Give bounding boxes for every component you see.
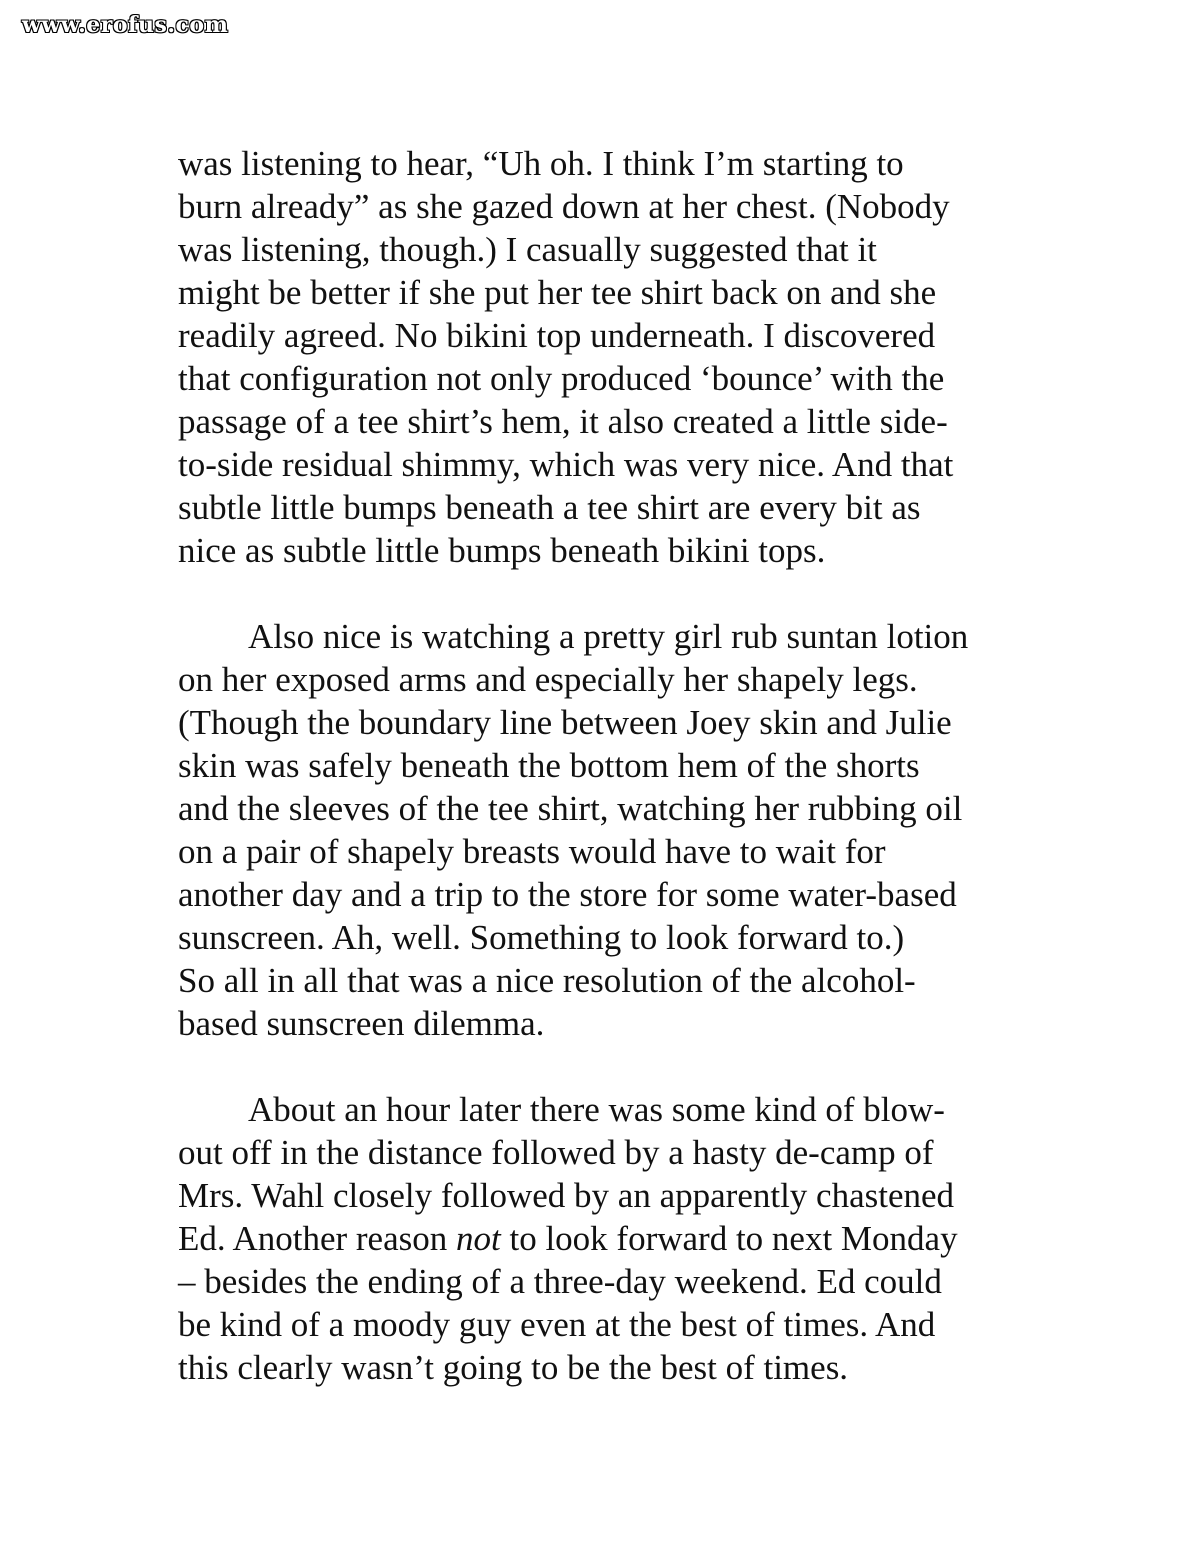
text-segment: be kind of a moody guy even at the best of times. And (178, 1305, 936, 1344)
text-segment: was listening, though.) I casually suggested that it (178, 230, 877, 269)
text-line (178, 830, 1078, 873)
text-segment: might be better if she put her tee shirt back on and she (178, 273, 937, 312)
text-line (178, 357, 1078, 400)
text-line (178, 400, 1078, 443)
text-segment: this clearly wasn’t going to be the best of times. (178, 1348, 849, 1387)
text-line (178, 916, 1078, 959)
text-line (178, 1174, 1078, 1217)
text-segment: About an hour later there was some kind of blow- (248, 1090, 945, 1129)
text-segment: to look forward to next Monday (500, 1219, 958, 1258)
text-segment: and the sleeves of the tee shirt, watching her rubbing oil (178, 789, 963, 828)
text-line (178, 185, 1078, 228)
text-segment: out off in the distance followed by a hasty de-camp of (178, 1133, 934, 1172)
text-segment: Also nice is watching a pretty girl rub suntan lotion (248, 617, 969, 656)
text-segment: on a pair of shapely breasts would have to wait for (178, 832, 886, 871)
text-line (178, 744, 1078, 787)
text-segment: on her exposed arms and especially her shapely legs. (178, 660, 918, 699)
text-segment: to-side residual shimmy, which was very nice. And that (178, 445, 954, 484)
text-segment: another day and a trip to the store for some water-based (178, 875, 957, 914)
text-segment: (Though the boundary line between Joey skin and Julie (178, 703, 952, 742)
text-line (178, 1002, 1078, 1045)
text-line (178, 787, 1078, 830)
text-line (178, 443, 1078, 486)
site-watermark: www.erofus.com (22, 12, 229, 38)
text-segment: nice as subtle little bumps beneath bikini tops. (178, 531, 826, 570)
text-segment: readily agreed. No bikini top underneath. I discovered (178, 316, 936, 355)
text-line (178, 1260, 1078, 1303)
text-segment: So all in all that was a nice resolution of the alcohol- (178, 961, 916, 1000)
text-line (178, 1088, 1078, 1131)
paragraph-3 (178, 1088, 1078, 1389)
paragraph-2 (178, 615, 1078, 1045)
text-segment: burn already” as she gazed down at her chest. (Nobody (178, 187, 950, 226)
text-segment: Ed. Another reason (178, 1219, 456, 1258)
text-line (178, 1346, 1078, 1389)
text-segment: subtle little bumps beneath a tee shirt are every bit as (178, 488, 921, 527)
text-segment: passage of a tee shirt’s hem, it also created a little side- (178, 402, 948, 441)
text-line (178, 615, 1078, 658)
text-line (178, 701, 1078, 744)
text-segment: that configuration not only produced ‘bounce’ with the (178, 359, 945, 398)
text-line (178, 529, 1078, 572)
text-line (178, 271, 1078, 314)
italic-emphasis: not (455, 1219, 501, 1258)
text-line (178, 873, 1078, 916)
text-line (178, 1303, 1078, 1346)
text-segment: Mrs. Wahl closely followed by an apparently chastened (178, 1176, 955, 1215)
document-page (178, 142, 1078, 1389)
text-line (178, 658, 1078, 701)
text-line (178, 314, 1078, 357)
text-segment: skin was safely beneath the bottom hem of the shorts (178, 746, 920, 785)
text-line (178, 486, 1078, 529)
text-line (178, 1217, 1078, 1260)
text-line (178, 959, 1078, 1002)
text-segment: was listening to hear, “Uh oh. I think I’m starting to (178, 144, 904, 183)
text-segment: sunscreen. Ah, well. Something to look forward to.) (178, 918, 905, 957)
text-segment: based sunscreen dilemma. (178, 1004, 545, 1043)
text-line (178, 142, 1078, 185)
text-segment: – besides the ending of a three-day weekend. Ed could (178, 1262, 942, 1301)
text-line (178, 228, 1078, 271)
paragraph-1 (178, 142, 1078, 572)
text-line (178, 1131, 1078, 1174)
